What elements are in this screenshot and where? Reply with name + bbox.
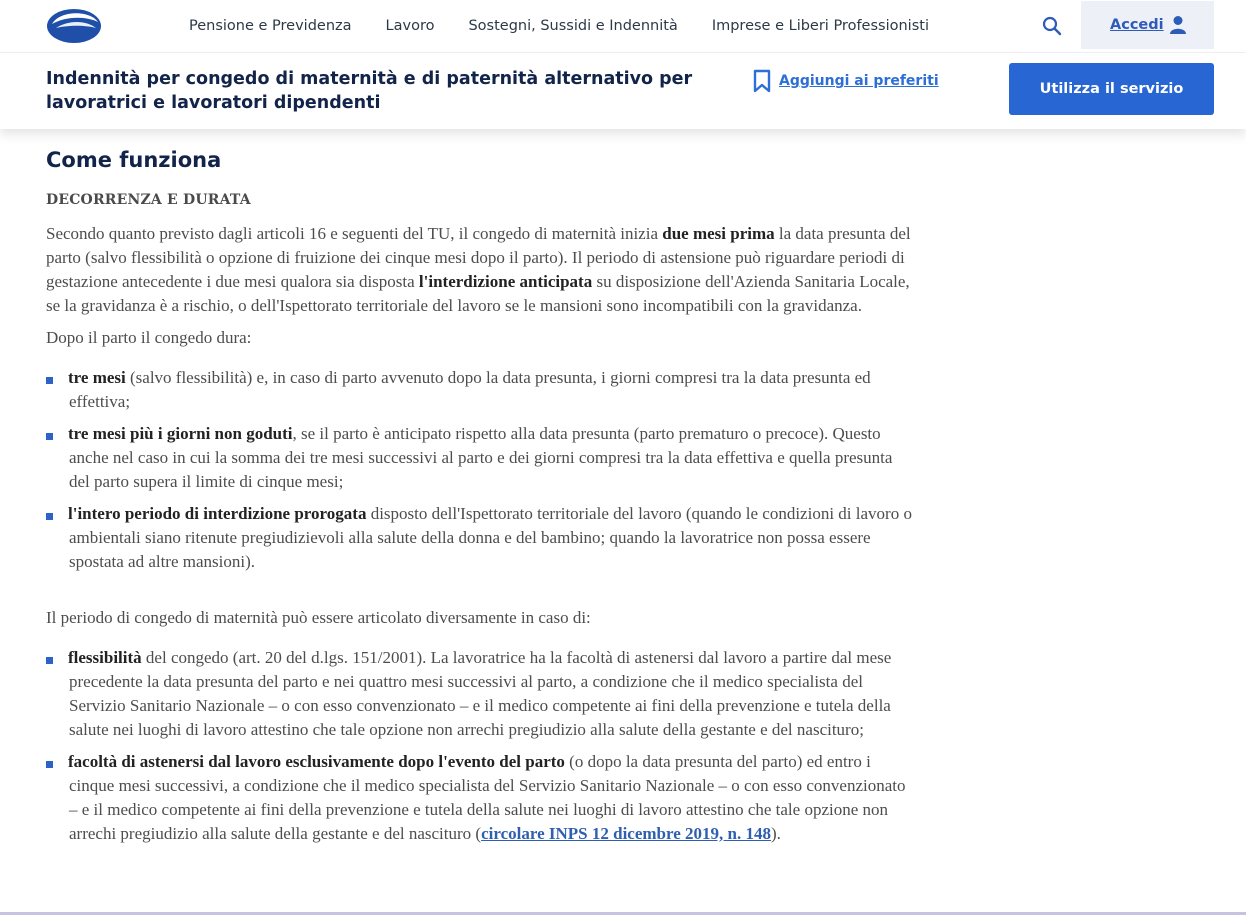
list-item: tre mesi più i giorni non goduti, se il parto è anticipato rispetto alla data presunta (parto prematuro o precoce). Questo anche nel caso in cui la somma dei tre mesi successivi al parto e dei giorni compresi tra la data effettiva e quella presunta del parto supera il limite di cinque mesi; <box>46 422 916 494</box>
user-icon <box>1169 15 1187 35</box>
service-header <box>0 53 1246 129</box>
circolare-link[interactable]: circolare INPS 12 dicembre 2019, n. 148 <box>481 824 771 843</box>
use-service-button[interactable]: Utilizza il servizio <box>1009 63 1214 115</box>
nav-item-pensione[interactable]: Pensione e Previdenza <box>189 18 352 34</box>
login-button[interactable] <box>1081 1 1214 49</box>
list-item: tre mesi (salvo flessibilità) e, in caso di parto avvenuto dopo la data presunta, i giorni compresi tra la data presunta ed effettiva; <box>46 366 916 414</box>
paragraph-dopo-parto: Dopo il parto il congedo dura: <box>46 328 252 347</box>
top-navigation <box>0 0 1246 53</box>
list-item: l'intero periodo di interdizione prorogata disposto dell'Ispettorato territoriale del lavoro (quando le condizioni di lavoro o ambientali siano ritenute pregiudizievoli alla salute della donna e del bambino; quando la lavoratrice non possa essere spostata ad altre mansioni). <box>46 502 916 574</box>
paragraph-decorrenza: Secondo quanto previsto dagli articoli 16 e seguenti del TU, il congedo di maternità inizia due mesi prima la data presunta del parto (salvo flessibilità o opzione di fruizione dei cinque mesi dopo il parto). Il periodo di astensione può riguardare periodi di gestazione antecedente i due mesi qualora sia disposta l'interdizione anticipata su disposizione dell'Azienda Sanitaria Locale, se la gravidanza è a rischio, o dell'Ispettorato territoriale del lavoro se le mansioni sono incompatibili con la gravidanza. <box>46 224 911 315</box>
main-content <box>46 148 916 846</box>
nav-item-sostegni[interactable]: Sostegni, Sussidi e Indennità <box>468 18 678 34</box>
list-item: flessibilità del congedo (art. 20 del d.lgs. 151/2001). La lavoratrice ha la facoltà di astenersi dal lavoro a partire dal mese precedente la data presunta del parto e nei quattro mesi successivi al parto, a condizione che il medico specialista del Servizio Sanitario Nazionale – o con esso convenzionato – e il medico competente ai fini della prevenzione e tutela della salute nei luoghi di lavoro attestino che tale opzione non arrechi pregiudizio alla salute della gestante e del nascituro; <box>46 646 916 742</box>
flexibility-list <box>46 646 916 846</box>
nav-item-lavoro[interactable]: Lavoro <box>385 18 435 34</box>
inps-logo[interactable] <box>46 8 102 44</box>
add-to-favorites-link[interactable]: Aggiungi ai preferiti <box>779 73 939 89</box>
section-heading: Come funziona <box>46 148 222 172</box>
search-icon[interactable] <box>1042 16 1062 36</box>
page-title: Indennità per congedo di maternità e di paternità alternativo per lavoratrici e lavoratori dipendenti <box>46 69 693 113</box>
paragraph-articolazione: Il periodo di congedo di maternità può essere articolato diversamente in caso di: <box>46 608 591 627</box>
list-item: facoltà di astenersi dal lavoro esclusivamente dopo l'evento del parto (o dopo la data presunta del parto) ed entro i cinque mesi successivi, a condizione che il medico specialista del Servizio Sanitario Nazionale – o con esso convenzionato – e il medico competente ai fini della prevenzione e tutela della salute nei luoghi di lavoro attestino che tale opzione non arrechi pregiudizio alla salute della gestante e del nascituro (circolare INPS 12 dicembre 2019, n. 148). <box>46 750 916 846</box>
duration-list <box>46 366 916 574</box>
nav-item-imprese[interactable]: Imprese e Liberi Professionisti <box>711 18 929 34</box>
login-label: Accedi <box>1110 17 1164 33</box>
main-nav <box>189 18 963 34</box>
section-subheading: DECORRENZA E DURATA <box>46 192 251 208</box>
bookmark-icon[interactable] <box>753 69 771 93</box>
